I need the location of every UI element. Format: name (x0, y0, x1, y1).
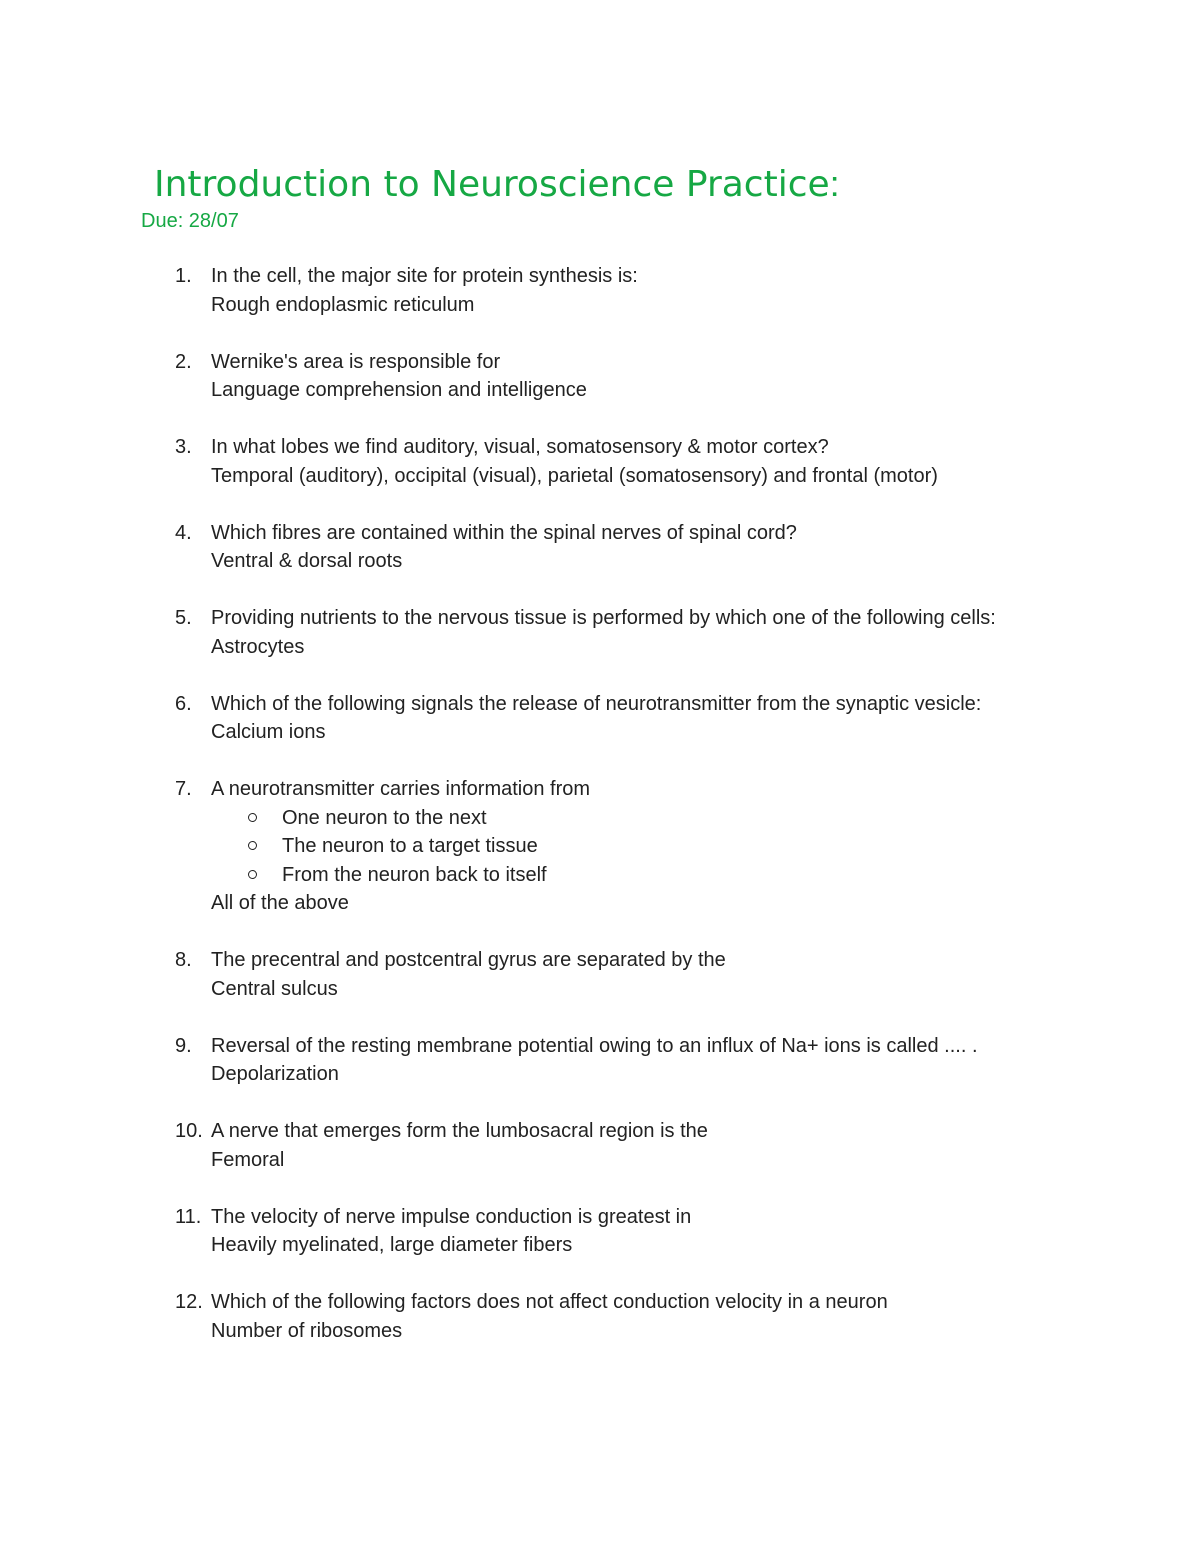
question-text: Reversal of the resting membrane potential owing to an influx of Na+ ions is called .... . (211, 1034, 978, 1057)
answer-text: Astrocytes (211, 635, 305, 658)
option-item (0, 861, 1200, 890)
question-number: 4. (175, 521, 192, 544)
question-text: The precentral and postcentral gyrus are separated by the (211, 949, 726, 971)
page-title (154, 162, 840, 207)
answer-text: Language comprehension and intelligence (211, 379, 587, 401)
question-number: 3. (175, 436, 192, 458)
question-number: 11. (175, 1205, 202, 1228)
answer-text: Calcium ions (211, 721, 326, 743)
due-date: Due: 28/07 (141, 210, 239, 232)
question-number: 9. (175, 1034, 192, 1057)
question-number: 1. (175, 265, 192, 287)
answer-text: Temporal (auditory), occipital (visual), parietal (somatosensory) and frontal (motor) (211, 464, 938, 487)
answer-text: Central sulcus (211, 977, 338, 1000)
question-number: 12. (175, 1291, 203, 1313)
question-list (0, 262, 1200, 1374)
question-item-1 (0, 262, 1200, 319)
question-item-8 (0, 946, 1200, 1003)
answer-text: Ventral & dorsal roots (211, 550, 403, 572)
hollow-circle-bullet-icon (248, 813, 257, 822)
answer-text: Femoral (211, 1148, 285, 1171)
question-text: Wernike's area is responsible for (211, 350, 501, 373)
question-item-2 (0, 348, 1200, 405)
question-number: 6. (175, 692, 192, 715)
hollow-circle-bullet-icon (248, 841, 257, 850)
question-text: Providing nutrients to the nervous tissue is performed by which one of the following cells: (211, 607, 996, 629)
question-text: A nerve that emerges form the lumbosacral region is the (211, 1120, 708, 1142)
option-text: One neuron to the next (282, 806, 487, 829)
title-text: Introduction to Neuroscience Practice (154, 164, 830, 205)
question-number: 8. (175, 949, 192, 971)
question-number: 2. (175, 350, 192, 373)
question-text: Which of the following factors does not affect conduction velocity in a neuron (211, 1291, 888, 1313)
question-text: A neurotransmitter carries information from (211, 778, 591, 800)
question-item-3 (0, 433, 1200, 490)
question-number: 10. (175, 1120, 203, 1142)
question-text: Which fibres are contained within the spinal nerves of spinal cord? (211, 521, 797, 544)
question-text: Which of the following signals the release of neurotransmitter from the synaptic vesicle: (211, 692, 982, 715)
option-item (0, 832, 1200, 861)
question-item-10 (0, 1117, 1200, 1174)
question-number: 5. (175, 607, 192, 629)
answer-text: Depolarization (211, 1063, 339, 1085)
answer-text: All of the above (211, 892, 349, 914)
option-item (0, 804, 1200, 833)
option-text: From the neuron back to itself (282, 863, 547, 886)
answer-text: Rough endoplasmic reticulum (211, 293, 475, 316)
question-item-4 (0, 519, 1200, 576)
question-text: In what lobes we find auditory, visual, somatosensory & motor cortex? (211, 436, 829, 458)
question-text: In the cell, the major site for protein synthesis is: (211, 265, 638, 287)
option-text: The neuron to a target tissue (282, 835, 538, 857)
title-colon: : (829, 163, 840, 204)
answer-text: Heavily myelinated, large diameter fibers (211, 1234, 573, 1256)
question-item-11 (0, 1203, 1200, 1260)
answer-text: Number of ribosomes (211, 1319, 403, 1342)
question-item-5 (0, 604, 1200, 661)
question-text: The velocity of nerve impulse conduction is greatest in (211, 1205, 692, 1228)
question-number: 7. (175, 778, 192, 800)
question-item-9 (0, 1032, 1200, 1089)
question-item-6 (0, 690, 1200, 747)
question-item-7 (0, 775, 1200, 918)
question-item-12 (0, 1288, 1200, 1345)
hollow-circle-bullet-icon (248, 870, 257, 879)
